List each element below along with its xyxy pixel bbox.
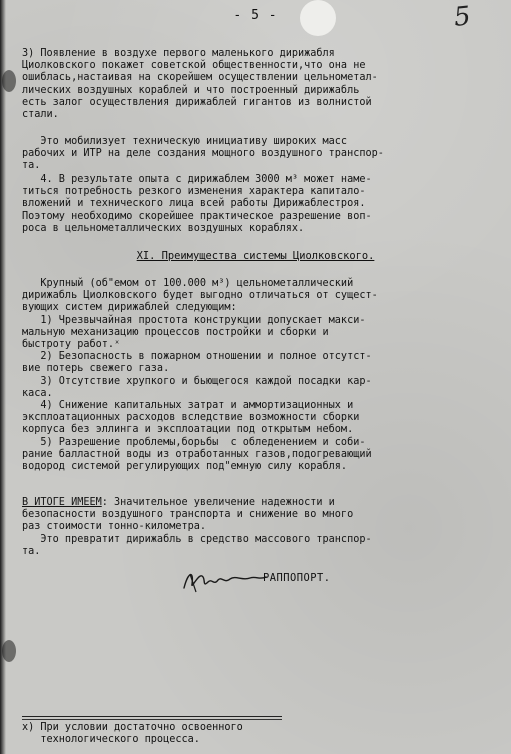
page-number-handwritten: 5 (452, 1, 473, 33)
conclusion-label: В ИТОГЕ ИМЕЕМ (22, 497, 102, 508)
page-number-typed: - 5 - (233, 8, 278, 23)
advantages-list: Крупный (об"емом от 100.000 м³) цельнометаллический дирижабль Циолковского будет выгодно отличаться от сущест- вующих систем дирижаблей следующим: 1) Чрезвычайная простота конструкции допускает макси- мальную механизацию процессов постройки и сборки и быстроту работ.ˣ 2) Безопасность в пожарном отношении и полное отсутст- вие потерь свежего газа. 3) Отсутствие хрупкого и бьющегося каждой посадки кар- каса. 4) Снижение капитальных затрат и аммортизационных и эксплоатационных расходов вследствие возможности сборки корпуса без эллинга и эксплоатации под открытым небом. 5) Разрешение проблемы,борьбы с обледенением и соби- рание балластной воды из отработанных газов,подогревающий водород системой регулирующих под"емную силу корабля. (22, 278, 378, 473)
paragraph-point-4: 4. В результате опыта с дирижаблем 3000 м³ может наме- титься потребность резкого изменения характера капитало- вложений и технического лица всей работы Дирижаблестроя. Поэтому необходимо скорейшее практическое разрешение воп- роса в цельнометаллических воздушных кораблях. (22, 174, 372, 234)
footnote-divider (22, 716, 282, 717)
conclusion-paragraph (22, 497, 500, 558)
footnote-divider (22, 719, 282, 720)
binding-hole (2, 70, 16, 92)
footnote: x) При условии достаточно освоенного технологического процесса. (22, 722, 243, 746)
conclusion-text: : Значительное увеличение надежности и безопасности воздушного транспорта и снижение во много раз стоимости тонно-километра. Это превратит дирижабль в средство массового транспор- та. (22, 497, 372, 557)
handwritten-signature (180, 566, 270, 594)
paragraph-point-3: 3) Появление в воздухе первого маленького дирижабля Циолковского покажет советской общественности,что она не ошиблась,настаивая на скорейшем осуществлении цельнометал- лических воздушных кораблей и что построенный дирижабль есть залог осуществления дирижаблей гигантов из волнистой стали. (22, 48, 378, 121)
section-heading: XI. Преимущества системы Циолковского. (136, 250, 375, 262)
signatory-name: РАППОПОРТ. (263, 572, 331, 584)
paragraph-mobilize: Это мобилизует техническую инициативу широких масс рабочих и ИТР на деле создания мощного воздушного транспор- та. (22, 136, 384, 172)
signature-block (180, 566, 380, 596)
binding-hole (2, 640, 16, 662)
